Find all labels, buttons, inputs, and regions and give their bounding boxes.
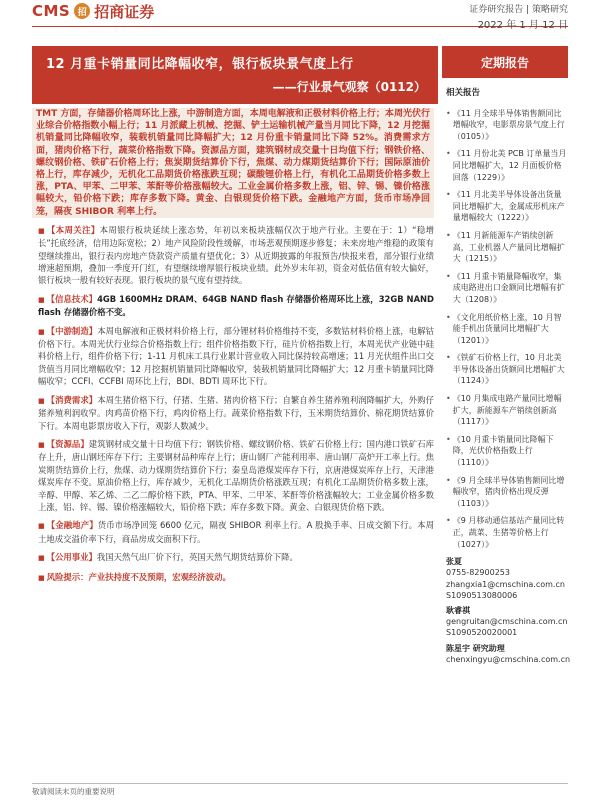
related-report-title: 《10 月重卡销量同比降幅下降，光伏价格指数上行（1110）》 <box>452 434 554 468</box>
dot-bullet-icon: • <box>446 312 451 322</box>
section-focus <box>32 224 434 287</box>
square-bullet-icon: ■ <box>38 327 45 336</box>
analyst-email[interactable]: zhangxia1@cmschina.com.cn <box>446 579 565 589</box>
section-text: 建筑钢材成交量十日均值下行；钢铁价格、螺纹钢价格、铁矿石价格上行；国内港口铁矿石库存上升，唐山钢坯库存下行；主要钢材品种库存上行；唐山钢厂产能利用率、唐山钢厂高炉开工率上行。焦炭期货结算价上行，焦煤、动力煤期货结算价下行；秦皇岛港煤炭库存下行，京唐港煤炭库存上行，天津港煤炭库存不变。原油价格上行，库存减少，无机化工品期货价格涨跌互现；有机化工品期货价格多数上涨，辛醇、甲醇、苯乙烯、二乙二醇价格下跌，PTA、甲苯、二甲苯、苯酐等价格涨幅较大；工业金属价格多数上涨，铝、锌、锡、镍价格涨幅较大，铅价格下跌；库存多数下降。黄金、白银现货价格下跌。 <box>38 438 435 512</box>
section-it <box>32 293 434 319</box>
square-bullet-icon: ■ <box>38 226 46 235</box>
related-report-title: 《10 月集成电路产量同比增幅扩大，新能源车产销续创新高（1117）》 <box>452 394 562 427</box>
related-report-title: 《9 月全球半导体销售额同比增幅收窄，猪肉价格出现反弹（1103）》 <box>452 475 565 508</box>
summary-paragraph: TMT 方面，存储器价格周环比上涨，中游制造方面，本周电解液和正极材料价格上行；本周光伏行业综合价格指数小幅上行；11 月派藏上机械、挖掘、铲土运输机械产量当月同比下降，12 月挖掘机销量同比降幅收窄，装载机销量同比降幅扩大；12 月份重卡销量同比下降 52%。消费需求方面，猪肉价格下行，蔬菜价格指数下降。资源品方面，建筑钢材成交量十日均值下行；钢铁价格、螺纹钢价格、铁矿石价格上行；焦炭期货结算价下行，焦煤、动力煤期货结算价下行；国际原油价格上行，库存减少，无机化工品期货价格涨跌互现；碳酸锂价格上行，有机化工品期货价格多数上涨，PTA、甲苯、二甲苯、苯酐等价格涨幅较大。工业金属价格多数上涨，铝、锌、锡、镍价格涨幅较大，铅价格下跌；库存多数下降。黄金、白银现货价格下跌。金融地产方面，货币市场净回笼，隔夜 SHIBOR 利率上行。 <box>32 108 434 218</box>
square-bullet-icon: ■ <box>38 440 45 449</box>
dot-bullet-icon: • <box>446 475 451 485</box>
logo-badge-icon: 招 <box>74 3 90 19</box>
analyst-contact <box>446 605 568 639</box>
related-report-link[interactable] <box>446 108 568 143</box>
section-finance <box>32 519 434 545</box>
related-report-link[interactable] <box>446 230 568 265</box>
analyst-license: S1090513080006 <box>446 590 518 600</box>
report-type: 证券研究报告 | 策略研究 <box>469 5 568 15</box>
section-tag: 【信息技术】 <box>46 293 98 304</box>
section-text: 本周生猪价格下行，仔猪、生猪、猪肉价格下行；自繁自养生猪养殖利润降幅扩大，外购仔猪养殖利润收窄。肉鸡苗价格下行，鸡肉价格上行。蔬菜价格指数下行，玉米期货结算价、棉花期货结算价下行。本周电影票房收入下行，观影人数减少。 <box>38 394 435 431</box>
dot-bullet-icon: • <box>446 434 451 444</box>
analyst-license: S1090520020001 <box>446 628 518 638</box>
report-date: 2022 年 1 月 12 日 <box>477 20 568 31</box>
related-report-title: 《11 月新能源车产销续创新高，工业机器人产量同比增幅扩大（1215）》 <box>452 230 565 264</box>
square-bullet-icon: ■ <box>38 396 45 405</box>
dot-bullet-icon: • <box>446 394 451 404</box>
analyst-contact <box>446 556 568 601</box>
dot-bullet-icon: • <box>446 230 451 240</box>
related-report-link[interactable] <box>446 434 568 469</box>
section-text: 本周电解液和正极材料价格上行，部分锂材料价格维持不变，多数钴材料价格上涨，电解钴价格下行。本周光伏行业综合价格指数上行；组件价格指数下行，硅片价格指数上行，本周光伏产业链中硅料价格上行，组件价格下行；1-11 月机床工具行业累计营业收入同比保持较高增速；11 月光伏组件出口交货值当月同比增幅收窄；12 月挖掘机销量同比降幅收窄，装载机销量同比降幅扩大；12 月重卡销量同比降幅收窄；CCFI、CCFBI 周环比上行，BDI、BDTI 周环比下行。 <box>38 325 435 387</box>
dot-bullet-icon: • <box>446 190 451 200</box>
company-logo <box>32 0 154 22</box>
analyst-name: 张夏 <box>446 557 462 567</box>
footer-divider <box>32 783 568 784</box>
analyst-name: 耿睿祺 <box>446 606 470 615</box>
section-tag: 【消费需求】 <box>46 394 98 405</box>
section-text: 本周银行板块延续上涨态势，年初以来板块涨幅仅次于地产行业。主要在于：1）“稳增长”托底经济，信用边际宽松；2）地产风险阶段性缓解，市场悲观预期逐步修复；未来房地产维稳的政策有望继续推出，银行表内房地产贷款资产质量有望优化；3）从近期披露的年报预告/快报来看，部分银行业绩增速超预期，叠加一季度开门红，有望继续增厚银行板块业绩。此外岁末年初，资金对低估值有较大偏好，银行板块一般有较好表现。银行板块的景气度有望持续。 <box>38 224 434 286</box>
section-text: 货币市场净回笼 6600 亿元，隔夜 SHIBOR 利率上行。A 股换手率、日成交额下行。本周土地成交溢价率下行，商品房成交面积下行。 <box>38 520 434 544</box>
logo-text-en: CMS <box>32 2 71 20</box>
title-banner <box>32 46 438 104</box>
section-consumer <box>32 394 434 432</box>
dot-bullet-icon: • <box>446 108 451 118</box>
section-tag: 【中游制造】 <box>46 325 98 336</box>
analyst-contact <box>446 643 571 665</box>
analyst-name: 陈星宇 研究助理 <box>446 643 505 653</box>
section-utilities <box>32 551 434 564</box>
footer-note: 敬请阅读末页的重要说明 <box>32 787 115 796</box>
header-meta <box>469 2 568 34</box>
related-report-link[interactable] <box>446 393 568 428</box>
dot-bullet-icon: • <box>446 516 451 526</box>
related-report-link[interactable] <box>446 148 568 183</box>
square-bullet-icon: ■ <box>38 573 45 582</box>
report-category-badge: 定期报告 <box>442 46 568 78</box>
related-reports-heading: 相关报告 <box>446 88 481 98</box>
related-report-link[interactable] <box>446 475 568 510</box>
analyst-email[interactable]: chenxingyu@cmschina.com.cn <box>446 654 571 664</box>
related-report-link[interactable] <box>446 189 568 224</box>
section-tag: 【公用事业】 <box>46 552 97 563</box>
report-body <box>32 108 434 584</box>
related-report-link[interactable] <box>446 515 568 550</box>
related-report-title: 《铁矿石价格上行，10 月北美半导体设备出货额同比增幅扩大（1124）》 <box>452 353 565 386</box>
section-tag: 【本周关注】 <box>47 224 100 235</box>
section-text: 我国天然气出厂价下行，英国天然气期货结算价下降。 <box>96 552 298 563</box>
related-report-title: 《9 月移动通信基站产量同比转正，蔬菜、生猪等价格上行（1027）》 <box>452 516 565 549</box>
related-report-link[interactable] <box>446 312 568 347</box>
risk-text: 风险提示：产业扶持度不及预期，宏观经济波动。 <box>46 571 231 582</box>
dot-bullet-icon: • <box>446 271 451 281</box>
page-header <box>0 0 600 40</box>
square-bullet-icon: ■ <box>38 295 45 304</box>
related-report-title: 《11 月全球半导体销售额同比增幅收窄，电影票房景气度上行（0105）》 <box>452 108 565 141</box>
related-report-title: 《11 月份北美 PCB 订单量当月同比增幅扩大，12 月面板价格回落（1229）》 <box>452 149 567 182</box>
section-tag: 【资源品】 <box>46 438 89 449</box>
square-bullet-icon: ■ <box>38 522 45 531</box>
risk-warning <box>32 571 434 584</box>
analyst-email[interactable]: gengruitan@cmschina.com.cn <box>446 617 568 627</box>
analyst-phone: 0755-82900253 <box>446 568 510 578</box>
related-report-link[interactable] <box>446 352 568 387</box>
related-report-title: 《文化用纸价格上涨，10 月智能手机出货量同比增幅扩大（1201）》 <box>452 312 562 345</box>
report-subtitle: ——行业景气观察（0112） <box>272 80 426 94</box>
section-resources <box>32 438 434 513</box>
sidebar <box>446 88 571 665</box>
dot-bullet-icon: • <box>446 149 451 159</box>
related-report-link[interactable] <box>446 271 568 306</box>
logo-text-cn: 招商证券 <box>94 2 155 21</box>
section-text: 4GB 1600MHz DRAM、64GB NAND flash 存储器价格周环比上涨，32GB NAND flash 存储器价格不变。 <box>38 293 435 318</box>
report-title: 12 月重卡销量同比降幅收窄，银行板块景气度上行 <box>46 57 354 72</box>
square-bullet-icon: ■ <box>38 554 45 563</box>
related-reports-list <box>446 108 568 551</box>
section-midstream <box>32 325 434 388</box>
related-report-title: 《11 月北美半导体设备出货量同比增幅扩大，金属成形机床产量增幅较大（1222）》 <box>452 190 565 223</box>
dot-bullet-icon: • <box>446 353 451 363</box>
related-report-title: 《11 月重卡销量降幅收窄，集成电路进出口金额同比增幅有扩大（1208）》 <box>452 271 565 304</box>
section-tag: 【金融地产】 <box>46 520 98 531</box>
